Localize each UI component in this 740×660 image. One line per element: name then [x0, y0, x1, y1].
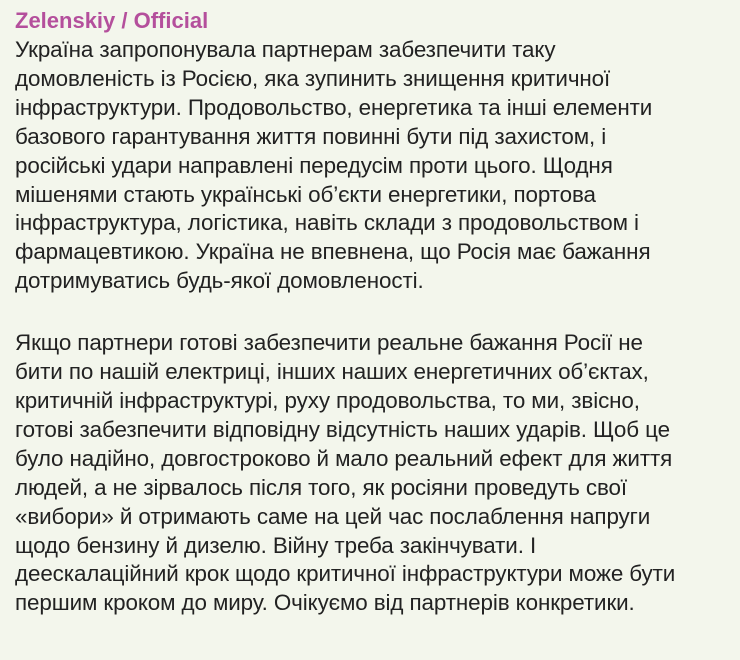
message-line: першим кроком до миру. Очікуємо від партнерів конкретики.	[15, 590, 635, 616]
message-line: «вибори» й отримають саме на цей час послаблення напруги	[15, 503, 651, 529]
message-line: мішенями стають українські об’єкти енергетики, портова	[15, 181, 596, 207]
message-line: щодо бензину й дизелю. Війну треба закінчувати. І	[15, 532, 537, 558]
message-paragraph-2	[15, 329, 722, 618]
message-line: було надійно, довгостроково й мало реальний ефект для життя	[15, 445, 673, 471]
sender-name[interactable]: Zelenskiy / Official	[15, 8, 209, 33]
message-line: Україна запропонувала партнерам забезпечити таку	[15, 37, 556, 62]
message-line: базового гарантування життя повинні бути під захистом, і	[15, 123, 607, 149]
message-line: людей, а не зірвалось після того, як росіяни проведуть свої	[15, 474, 627, 500]
paragraph-gap	[15, 296, 722, 329]
message-line: інфраструктура, логістика, навіть склади з продовольством і	[15, 210, 639, 236]
message-line: бити по нашій електриці, інших наших енергетичних об’єктах,	[15, 359, 649, 385]
message-line: інфраструктури. Продовольство, енергетика та інші елементи	[15, 94, 653, 120]
message-line: фармацевтикою. Україна не впевнена, що Росія має бажання	[15, 239, 651, 265]
message-line: домовленість із Росією, яка зупинить знищення критичної	[15, 65, 611, 91]
message-line: готові забезпечити відповідну відсутність наших ударів. Щоб це	[15, 416, 670, 442]
message-line: дотримуватись будь-якої домовленості.	[15, 268, 424, 294]
message-line: Якщо партнери готові забезпечити реальне бажання Росії не	[15, 330, 643, 356]
message-paragraph-1	[15, 36, 722, 296]
message-line: критичній інфраструктурі, руху продовольства, то ми, звісно,	[15, 387, 640, 413]
message-line: російські удари направлені передусім проти цього. Щодня	[15, 152, 613, 178]
message-line: деескалаційний крок щодо критичної інфраструктури може бути	[15, 561, 676, 587]
